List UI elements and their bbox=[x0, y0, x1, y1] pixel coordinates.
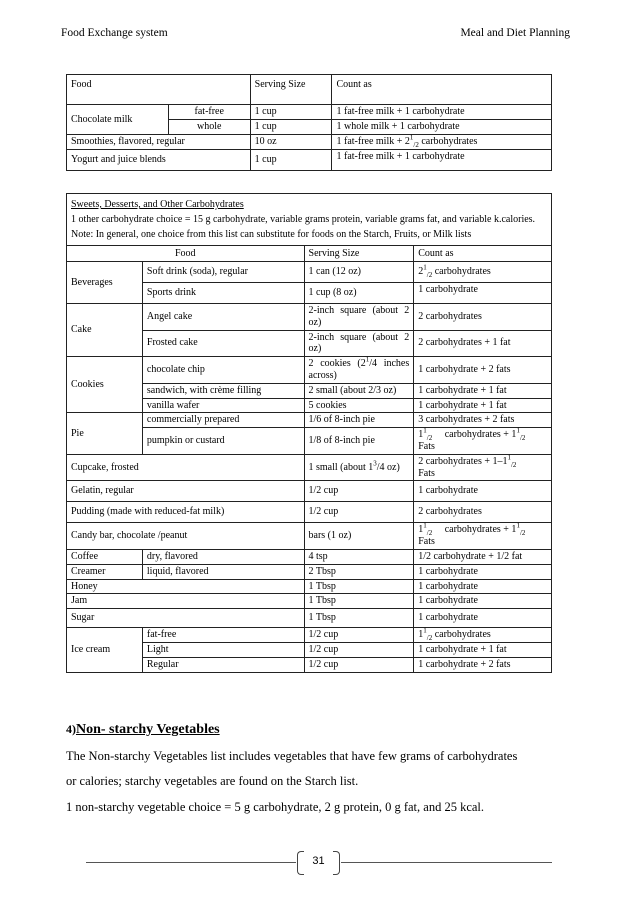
group-label: Beverages bbox=[67, 262, 143, 304]
table-row bbox=[67, 150, 552, 171]
serving: 2 small (about 2/3 oz) bbox=[304, 383, 414, 398]
item: Light bbox=[142, 642, 304, 657]
item: Angel cake bbox=[142, 304, 304, 331]
bracket-right-icon bbox=[333, 851, 340, 875]
count: 1/2 carbohydrate + 1/2 fat bbox=[414, 549, 552, 564]
sweets-intro bbox=[67, 194, 552, 246]
table-row bbox=[67, 135, 552, 150]
table-row bbox=[67, 564, 552, 579]
count: 2 carbohydrates bbox=[414, 502, 552, 523]
serving: 1/2 cup bbox=[304, 657, 414, 672]
table-row bbox=[67, 481, 552, 502]
count: 1 carbohydrate + 1 fat bbox=[414, 398, 552, 413]
table-row bbox=[67, 628, 552, 643]
count: 1 whole milk + 1 carbohydrate bbox=[332, 120, 552, 135]
count: 1 carbohydrate + 1 fat bbox=[414, 383, 552, 398]
count: 3 carbohydrates + 2 fats bbox=[414, 413, 552, 428]
paragraph: 1 non-starchy vegetable choice = 5 g carbohydrate, 2 g protein, 0 g fat, and 25 kcal. bbox=[66, 800, 485, 814]
count: 1 carbohydrate bbox=[414, 283, 552, 304]
serving: 2-inch square (about 2 oz) bbox=[304, 330, 414, 357]
item: Sports drink bbox=[142, 283, 304, 304]
item: Pudding (made with reduced-fat milk) bbox=[67, 502, 305, 523]
item: Frosted cake bbox=[142, 330, 304, 357]
count: 1 carbohydrate bbox=[414, 564, 552, 579]
count: $2^1_{/2}$ carbohydrates bbox=[414, 262, 552, 283]
count: 1 carbohydrate bbox=[414, 609, 552, 628]
header-serving: Serving Size bbox=[250, 75, 332, 105]
group-label: Pie bbox=[67, 413, 143, 454]
section-title: Non- starchy Vegetables bbox=[76, 722, 220, 737]
serving: 4 tsp bbox=[304, 549, 414, 564]
serving: 10 oz bbox=[250, 135, 332, 150]
serving: 2 Tbsp bbox=[304, 564, 414, 579]
serving: 1/8 of 8-inch pie bbox=[304, 428, 414, 455]
count: $1^1_{/2}$ carbohydrates + $1^1_{/2}$ Fats bbox=[414, 428, 552, 455]
group-label: Coffee bbox=[67, 549, 143, 564]
count: 1 fat-free milk + 1 carbohydrate bbox=[332, 105, 552, 120]
count: 2 carbohydrates + 1 fat bbox=[414, 330, 552, 357]
header-food: Food bbox=[67, 75, 251, 105]
serving: bars (1 oz) bbox=[304, 523, 414, 550]
serving: 1 Tbsp bbox=[304, 579, 414, 594]
food: Yogurt and juice blends bbox=[67, 150, 251, 171]
sweets-intro-row bbox=[67, 194, 552, 246]
table-row bbox=[67, 579, 552, 594]
count: 1 carbohydrate + 1 fat bbox=[414, 642, 552, 657]
serving: 1 Tbsp bbox=[304, 609, 414, 628]
group-label: Cake bbox=[67, 304, 143, 357]
group-label: Creamer bbox=[67, 564, 143, 579]
header-serving: Serving Size bbox=[304, 246, 414, 262]
serving: 1 can (12 oz) bbox=[304, 262, 414, 283]
serving: 1/2 cup bbox=[304, 481, 414, 502]
sweets-title: Sweets, Desserts, and Other Carbohydrates bbox=[71, 199, 244, 210]
footer-rule-left bbox=[86, 862, 296, 863]
serving: 1 cup bbox=[250, 105, 332, 120]
group-label: Cookies bbox=[67, 357, 143, 413]
count: 1 fat-free milk + 1 carbohydrate bbox=[332, 150, 552, 171]
table-header-row bbox=[67, 246, 552, 262]
table-row bbox=[67, 105, 552, 120]
item: Cupcake, frosted bbox=[67, 454, 305, 481]
item: Candy bar, chocolate /peanut bbox=[67, 523, 305, 550]
item: sandwich, with crème filling bbox=[142, 383, 304, 398]
table-row bbox=[67, 523, 552, 550]
serving: 1/2 cup bbox=[304, 628, 414, 643]
food: Smoothies, flavored, regular bbox=[67, 135, 251, 150]
item: vanilla wafer bbox=[142, 398, 304, 413]
count: 1 carbohydrate bbox=[414, 481, 552, 502]
serving: 1/2 cup bbox=[304, 502, 414, 523]
item: Sugar bbox=[67, 609, 305, 628]
table-header-row bbox=[67, 75, 552, 105]
paragraph: The Non-starchy Vegetables list includes vegetables that have few grams of carbohydrates bbox=[66, 749, 518, 763]
serving: 1 cup (8 oz) bbox=[304, 283, 414, 304]
serving: 1 Tbsp bbox=[304, 594, 414, 609]
footer-rule-right bbox=[341, 862, 552, 863]
group-label: Ice cream bbox=[67, 628, 143, 672]
header-count: Count as bbox=[332, 75, 552, 105]
table-row bbox=[67, 454, 552, 481]
count: 1 fat-free milk + $2^1_{/2}$ carbohydrates bbox=[332, 135, 552, 150]
table-row bbox=[67, 357, 552, 384]
sub-item: whole bbox=[168, 120, 250, 135]
count: 1 carbohydrate + 2 fats bbox=[414, 657, 552, 672]
header-food: Food bbox=[67, 246, 305, 262]
serving: 1/6 of 8-inch pie bbox=[304, 413, 414, 428]
page-number: 31 bbox=[312, 855, 325, 867]
table-row bbox=[67, 594, 552, 609]
count: 1 carbohydrate bbox=[414, 594, 552, 609]
sweets-note: Note: In general, one choice from this list can substitute for foods on the Starch, Fruits, or Milk lists bbox=[71, 229, 472, 240]
serving: 2 cookies ($2^1/4$ inches across) bbox=[304, 357, 414, 384]
serving: 1/2 cup bbox=[304, 642, 414, 657]
serving: 2-inch square (about 2 oz) bbox=[304, 304, 414, 331]
header-left: Food Exchange system bbox=[61, 27, 168, 39]
header-right: Meal and Diet Planning bbox=[460, 27, 570, 39]
milk-table bbox=[66, 74, 552, 171]
item: chocolate chip bbox=[142, 357, 304, 384]
item: pumpkin or custard bbox=[142, 428, 304, 455]
table-row bbox=[67, 262, 552, 283]
section-heading bbox=[66, 721, 220, 738]
item: fat-free bbox=[142, 628, 304, 643]
item: dry, flavored bbox=[142, 549, 304, 564]
count: 1 carbohydrate + 2 fats bbox=[414, 357, 552, 384]
item: Jam bbox=[67, 594, 305, 609]
sweets-description: 1 other carbohydrate choice = 15 g carbohydrate, variable grams protein, variable grams fat, and variable k.calories. bbox=[71, 214, 536, 225]
section-number: 4) bbox=[66, 722, 76, 736]
table-row bbox=[67, 304, 552, 331]
serving: 1 cup bbox=[250, 120, 332, 135]
count: 1 carbohydrate bbox=[414, 579, 552, 594]
count: $1^1_{/2}$ carbohydrates + $1^1_{/2}$ Fats bbox=[414, 523, 552, 550]
serving: 1 small (about $1^3/4$ oz) bbox=[304, 454, 414, 481]
sub-item: fat-free bbox=[168, 105, 250, 120]
count: 2 carbohydrates bbox=[414, 304, 552, 331]
header-count: Count as bbox=[414, 246, 552, 262]
sweets-table bbox=[66, 193, 552, 673]
page-number-box bbox=[297, 851, 340, 873]
item: Honey bbox=[67, 579, 305, 594]
table-row bbox=[67, 609, 552, 628]
paragraph: or calories; starchy vegetables are found on the Starch list. bbox=[66, 774, 359, 788]
item: Regular bbox=[142, 657, 304, 672]
item: Gelatin, regular bbox=[67, 481, 305, 502]
table-row bbox=[67, 502, 552, 523]
serving: 5 cookies bbox=[304, 398, 414, 413]
serving: 1 cup bbox=[250, 150, 332, 171]
chocolate-milk-label: Chocolate milk bbox=[67, 105, 169, 135]
item: liquid, flavored bbox=[142, 564, 304, 579]
item: Soft drink (soda), regular bbox=[142, 262, 304, 283]
item: commercially prepared bbox=[142, 413, 304, 428]
count: 2 carbohydrates + $1-1^1_{/2}$ Fats bbox=[414, 454, 552, 481]
count: $1^1_{/2}$ carbohydrates bbox=[414, 628, 552, 643]
table-row bbox=[67, 549, 552, 564]
table-row bbox=[67, 413, 552, 428]
